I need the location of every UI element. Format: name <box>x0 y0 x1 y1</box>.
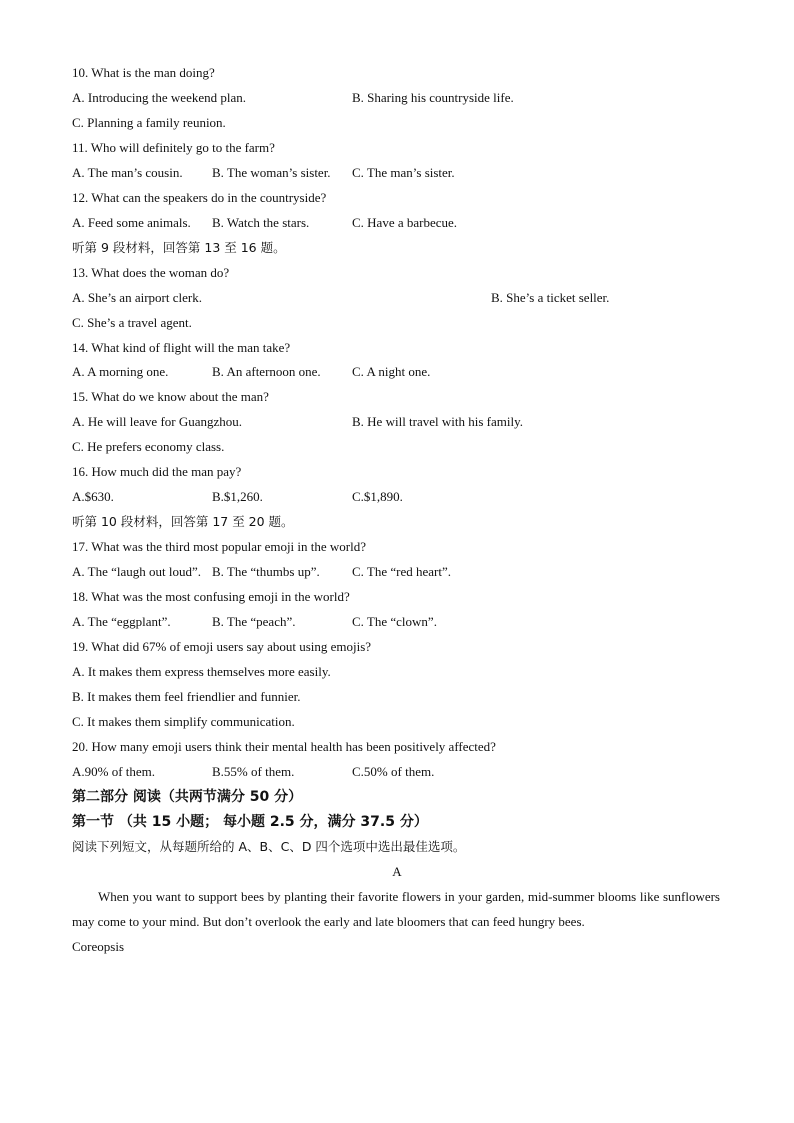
q13-option-b: B. She’s a ticket seller. <box>491 290 610 305</box>
question-11: 11. Who will definitely go to the farm? <box>72 140 275 155</box>
passage-paragraph <box>72 884 720 934</box>
segment-10-instruction: 听第 10 段材料，回答第 17 至 20 题。 <box>72 514 294 529</box>
q12-option-a: A. Feed some animals. <box>72 215 191 230</box>
question-14: 14. What kind of flight will the man take? <box>72 340 291 355</box>
section-1-title: 第一节 （共 15 小题； 每小题 2.5 分，满分 37.5 分） <box>72 814 428 830</box>
q14-option-b: B. An afternoon one. <box>212 364 321 379</box>
q13-option-c: C. She’s a travel agent. <box>72 315 192 330</box>
question-17: 17. What was the third most popular emoji in the world? <box>72 539 367 554</box>
q14-option-a: A. A morning one. <box>72 364 169 379</box>
part-2-title: 第二部分 阅读（共两节满分 50 分） <box>72 789 303 805</box>
q19-option-a: A. It makes them express themselves more easily. <box>72 664 331 679</box>
q20-option-b: B.55% of them. <box>212 764 295 779</box>
q20-option-c: C.50% of them. <box>352 764 435 779</box>
q18-option-c: C. The “clown”. <box>352 614 437 629</box>
q11-option-a: A. The man’s cousin. <box>72 165 183 180</box>
q19-option-c: C. It makes them simplify communication. <box>72 714 295 729</box>
q20-option-a: A.90% of them. <box>72 764 156 779</box>
q17-option-a: A. The “laugh out loud”. <box>72 564 202 579</box>
q16-option-c: C.$1,890. <box>352 489 403 504</box>
q10-option-b: B. Sharing his countryside life. <box>352 90 514 105</box>
question-19: 19. What did 67% of emoji users say about using emojis? <box>72 639 372 654</box>
q15-option-a: A. He will leave for Guangzhou. <box>72 414 243 429</box>
question-15: 15. What do we know about the man? <box>72 389 269 404</box>
q15-option-c: C. He prefers economy class. <box>72 439 225 454</box>
question-12: 12. What can the speakers do in the countryside? <box>72 190 327 205</box>
question-20: 20. How many emoji users think their mental health has been positively affected? <box>72 739 496 754</box>
question-18: 18. What was the most confusing emoji in the world? <box>72 589 350 604</box>
q17-option-b: B. The “thumbs up”. <box>212 564 320 579</box>
q17-option-c: C. The “red heart”. <box>352 564 452 579</box>
passage-paragraph-text: When you want to support bees by planting their favorite flowers in your garden, mid-summer blooms like sunflowers may come to your mind. But don’t overlook the early and late bloomers that can feed hungry bees. <box>72 889 720 929</box>
reading-directions: 阅读下列短文，从每题所给的 A、B、C、D 四个选项中选出最佳选项。 <box>72 839 466 854</box>
passage-subheading: Coreopsis <box>72 939 124 954</box>
q14-option-c: C. A night one. <box>352 364 431 379</box>
question-10: 10. What is the man doing? <box>72 65 215 80</box>
q19-option-b: B. It makes them feel friendlier and funnier. <box>72 689 301 704</box>
q11-option-c: C. The man’s sister. <box>352 165 455 180</box>
q13-option-a: A. She’s an airport clerk. <box>72 290 202 305</box>
q11-option-b: B. The woman’s sister. <box>212 165 331 180</box>
q16-option-a: A.$630. <box>72 489 114 504</box>
q10-option-c: C. Planning a family reunion. <box>72 115 226 130</box>
q18-option-a: A. The “eggplant”. <box>72 614 171 629</box>
question-13: 13. What does the woman do? <box>72 265 230 280</box>
q12-option-c: C. Have a barbecue. <box>352 215 458 230</box>
question-16: 16. How much did the man pay? <box>72 464 242 479</box>
q12-option-b: B. Watch the stars. <box>212 215 310 230</box>
q10-option-a: A. Introducing the weekend plan. <box>72 90 247 105</box>
q18-option-b: B. The “peach”. <box>212 614 296 629</box>
q16-option-b: B.$1,260. <box>212 489 263 504</box>
q15-option-b: B. He will travel with his family. <box>352 414 524 429</box>
segment-9-instruction: 听第 9 段材料，回答第 13 至 16 题。 <box>72 240 286 255</box>
passage-label: A <box>392 864 402 879</box>
